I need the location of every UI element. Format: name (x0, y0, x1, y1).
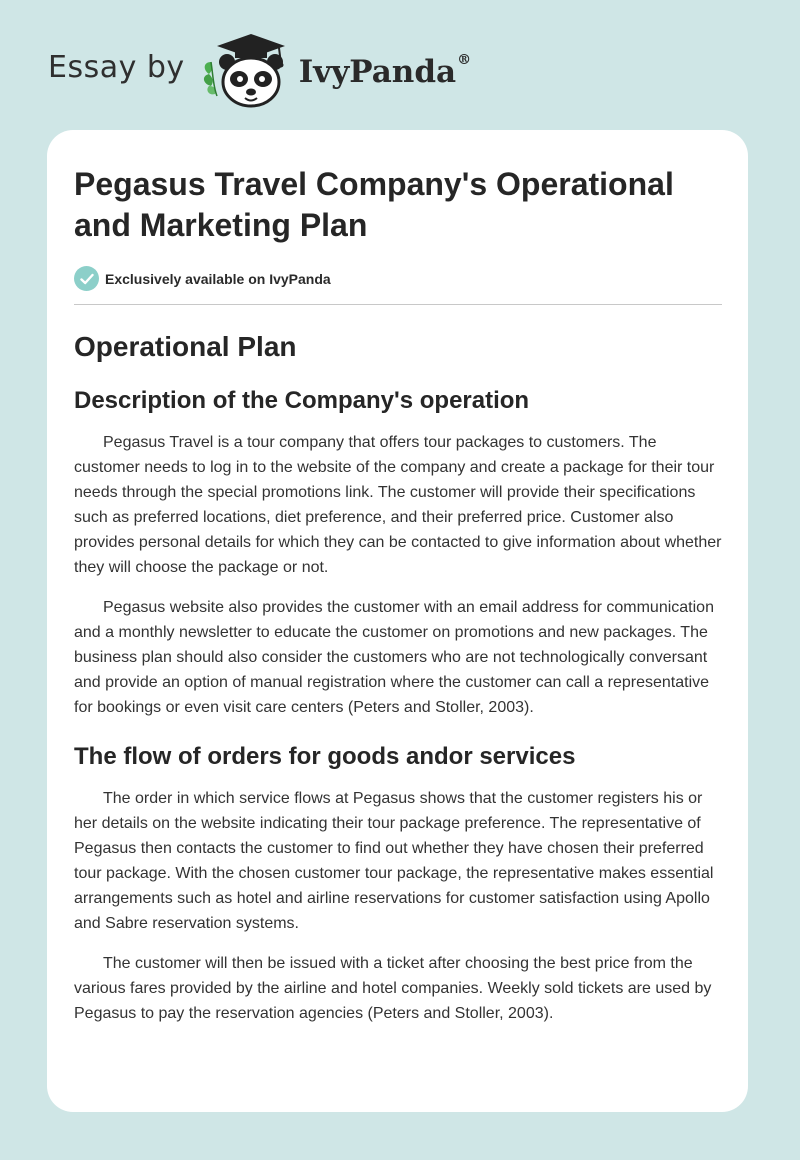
ivypanda-logo-icon[interactable] (199, 30, 291, 110)
paragraph: Pegasus website also provides the customer with an email address for communication and a monthly newsletter to educate the customer on promotions and new packages. The business plan should also consider the customers who are not technologically conversant and provide an option of manual registration where the customer can call a representative for bookings or even visit care centers (Peters and Stoller, 2003). (74, 599, 714, 716)
article-card (47, 130, 748, 1112)
paragraph: The order in which service flows at Pegasus shows that the customer registers his or her details on the website indicating their tour package preference. The representative of Pegasus then contacts the customer to find out whether they have chosen their preferred tour package. With the chosen customer tour package, the representative makes essential arrangements such as hotel and airline reservations for customer satisfaction using Apollo and Sabre reservation systems. (74, 790, 714, 932)
brand-text: IvyPanda (298, 54, 457, 90)
subsection-heading: Description of the Company's operation (74, 387, 530, 414)
check-circle-icon (74, 266, 99, 291)
essay-by-label: Essay by (48, 49, 185, 85)
section-heading: Operational Plan (74, 331, 297, 362)
exclusive-badge-label: Exclusively available on IvyPanda (105, 270, 331, 287)
ivy-leaf-icon (204, 62, 217, 96)
brand-name[interactable] (299, 54, 471, 90)
subsection-heading: The flow of orders for goods andor services (74, 743, 576, 770)
site-header (48, 30, 471, 110)
paragraph: Pegasus Travel is a tour company that offers tour packages to customers. The customer needs to log in to the website of the company and create a package for their tour needs through the special promotions link. The customer will provide their specifications such as preferred locations, diet preference, and their preferred price. Customer also provides personal details for which they can be contacted to give information about whether they will choose the package or not. (74, 434, 722, 576)
paragraph: The customer will then be issued with a ticket after choosing the best price from the various fares provided by the airline and hotel companies. Weekly sold tickets are used by Pegasus to pay the reservation agencies (Peters and Stoller, 2003). (74, 955, 712, 1022)
registered-mark: ® (457, 52, 472, 68)
article-title: Pegasus Travel Company's Operational and Marketing Plan (74, 166, 674, 243)
exclusive-badge (74, 266, 722, 305)
